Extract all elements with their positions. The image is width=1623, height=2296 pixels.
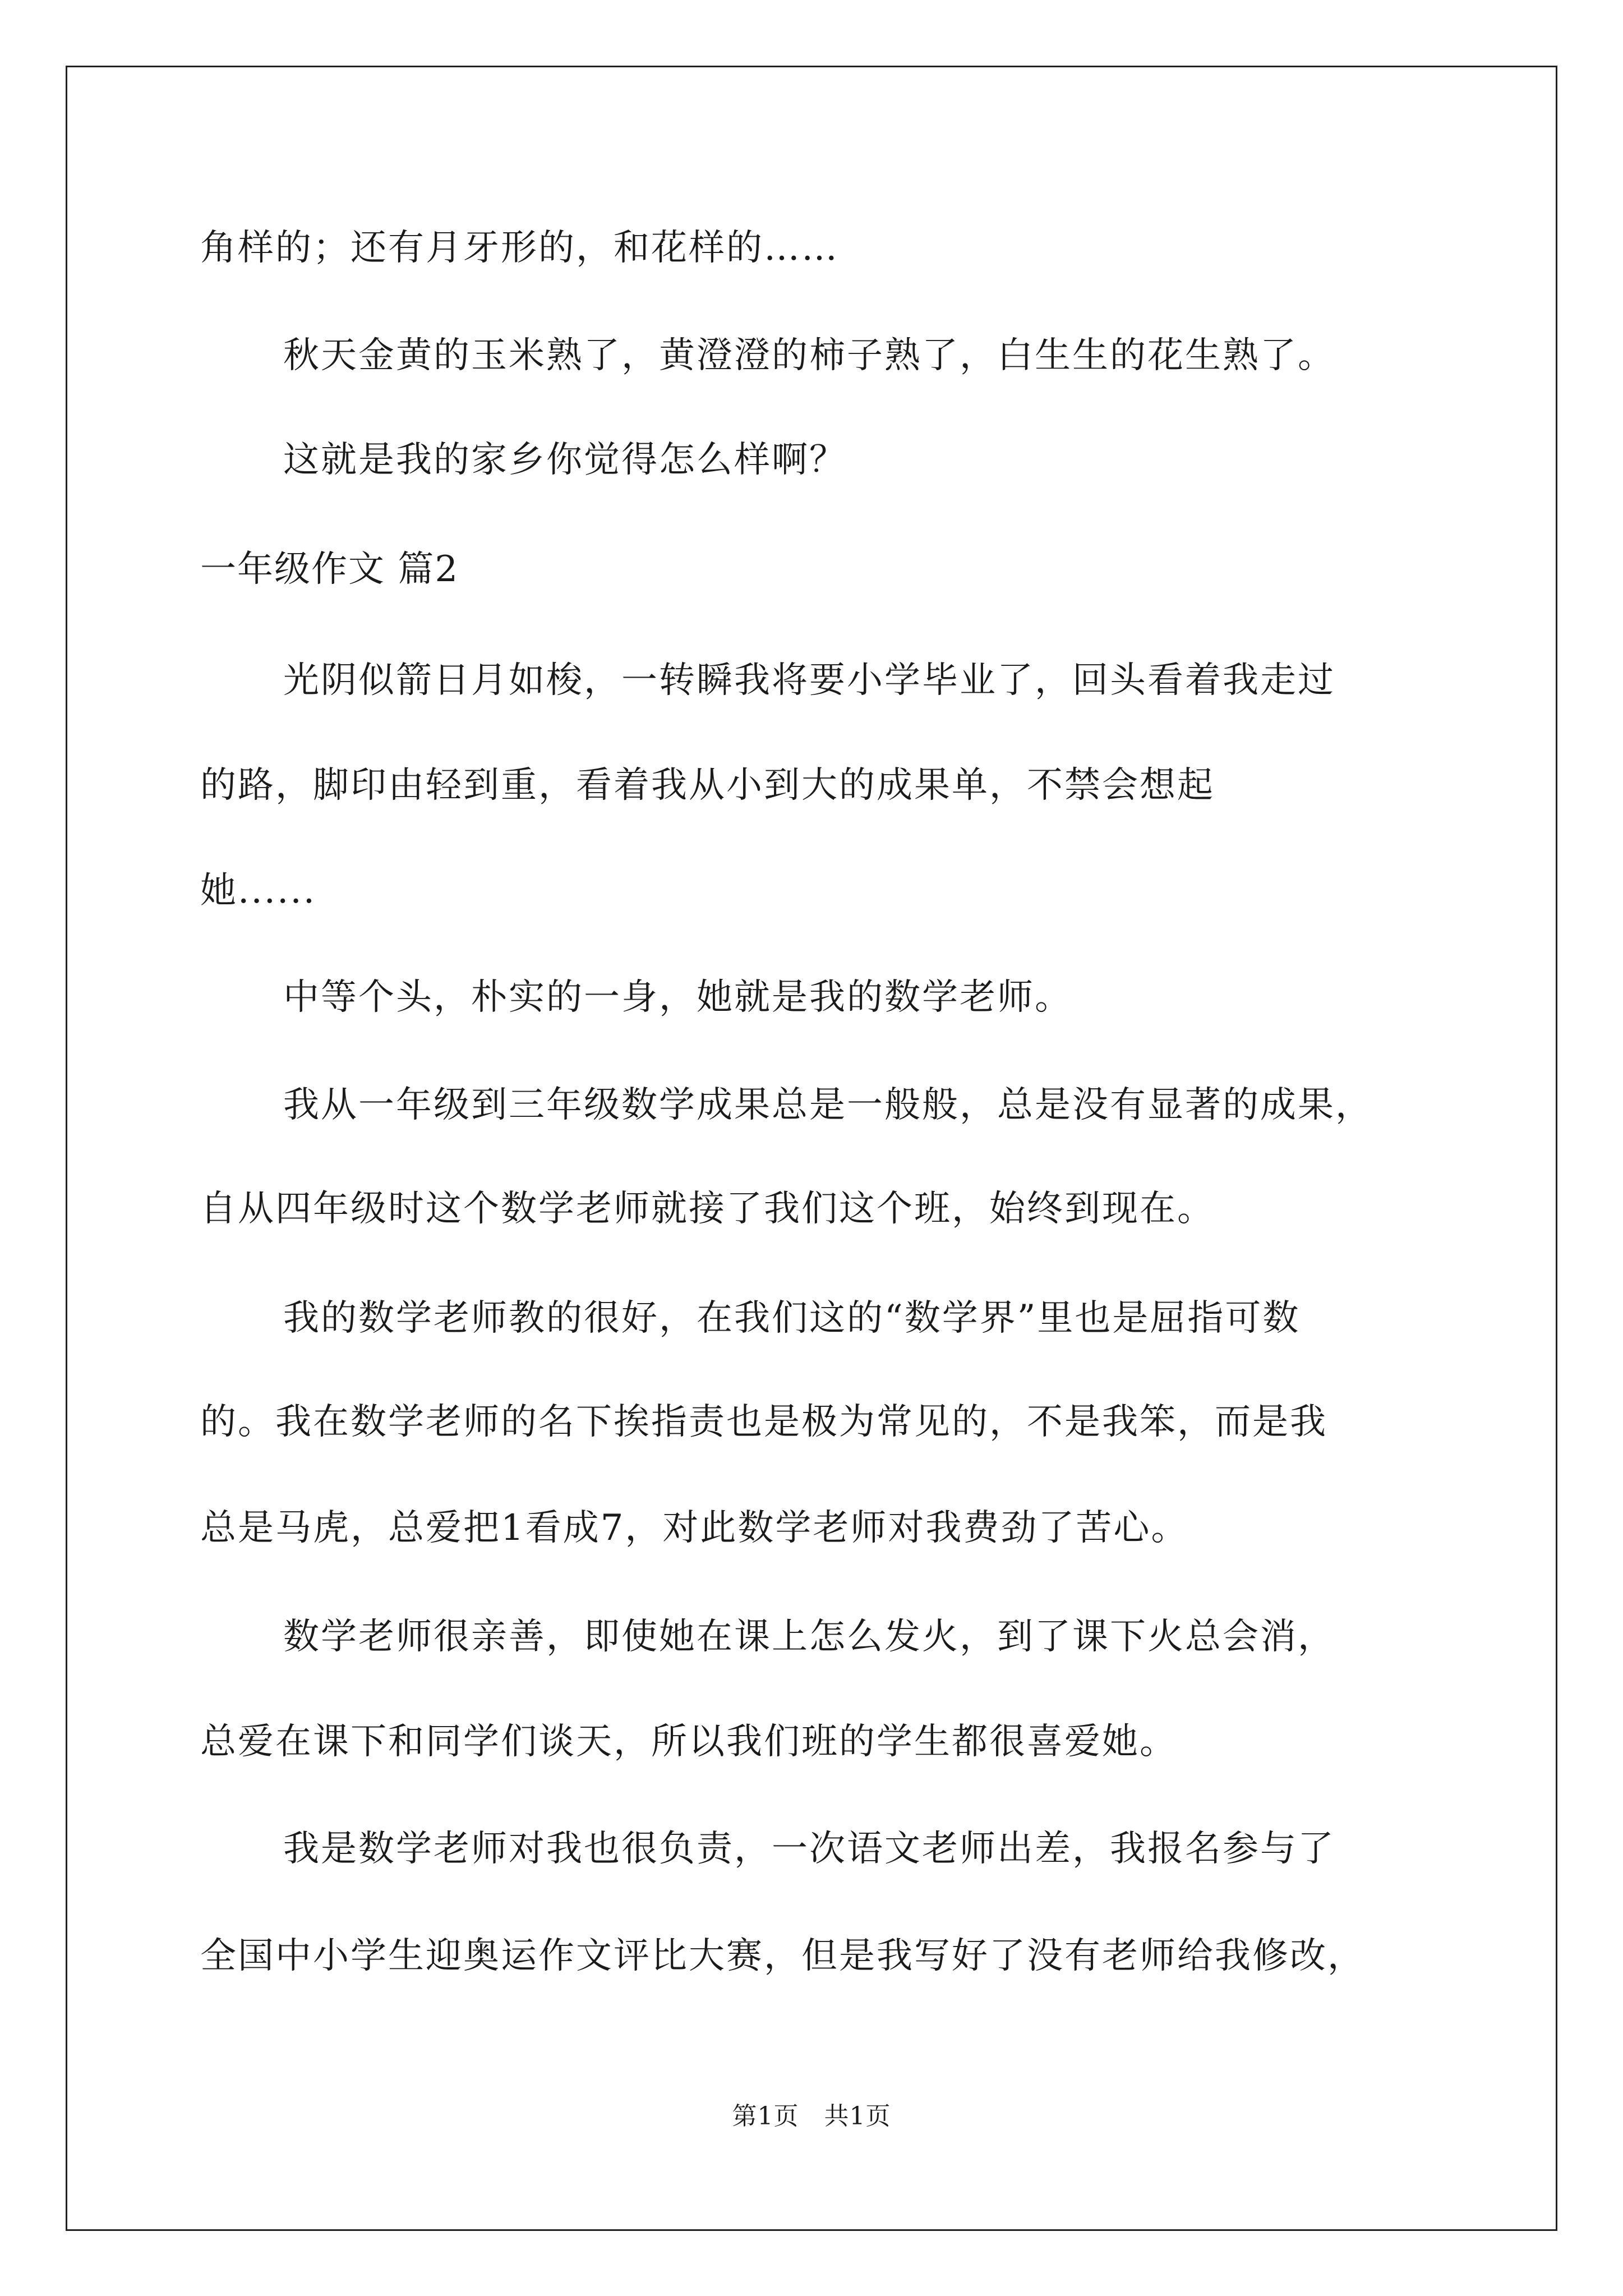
body-line-15: 总爱在课下和同学们谈天，所以我们班的学生都很喜爱她。 <box>200 1721 1177 1763</box>
body-line-5: 光阴似箭日月如梭，一转瞬我将要小学毕业了，回头看着我走过 <box>283 660 1335 701</box>
body-line-10: 自从四年级时这个数学老师就接了我们这个班，始终到现在。 <box>200 1188 1215 1230</box>
body-line-1: 角样的；还有月牙形的，和花样的…… <box>200 227 839 269</box>
page-footer: 第1页 共1页 <box>732 2102 891 2131</box>
body-line-14: 数学老师很亲善，即使她在课上怎么发火，到了课下火总会消， <box>283 1616 1335 1658</box>
body-line-16: 我是数学老师对我也很负责，一次语文老师出差，我报名参与了 <box>283 1828 1335 1870</box>
page-border <box>66 66 1557 2231</box>
section-heading: 一年级作文 篇2 <box>200 549 459 590</box>
body-line-3: 这就是我的家乡你觉得怎么样啊？ <box>283 439 847 481</box>
body-line-12: 的。我在数学老师的名下挨指责也是极为常见的，不是我笨，而是我 <box>200 1401 1327 1443</box>
body-line-13: 总是马虎，总爱把1看成7，对此数学老师对我费劲了苦心。 <box>200 1507 1189 1549</box>
body-line-6: 的路，脚印由轻到重，看着我从小到大的成果单，不禁会想起 <box>200 765 1215 806</box>
body-line-17: 全国中小学生迎奥运作文评比大赛，但是我写好了没有老师给我修改， <box>200 1935 1365 1977</box>
body-line-11: 我的数学老师教的很好，在我们这的“数学界”里也是屈指可数 <box>283 1297 1301 1339</box>
body-line-2: 秋天金黄的玉米熟了，黄澄澄的柿子熟了，白生生的花生熟了。 <box>283 335 1335 376</box>
body-line-9: 我从一年级到三年级数学成果总是一般般，总是没有显著的成果， <box>283 1084 1373 1126</box>
body-line-8: 中等个头，朴实的一身，她就是我的数学老师。 <box>283 977 1072 1018</box>
body-line-7: 她...... <box>200 870 317 912</box>
